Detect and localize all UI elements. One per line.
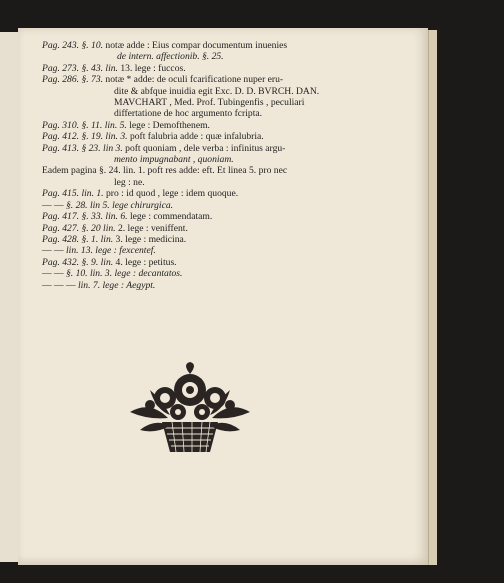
errata-line: leg : ne. <box>114 176 145 188</box>
errata-line: Pag. 273. §. 43. lin. 13. lege : fuccos. <box>42 62 186 74</box>
errata-line: Pag. 243. §. 10. notæ adde : Eius compar documentum inuenies <box>42 40 288 51</box>
errata-line: — — §. 28. lin 5. lege chirurgica. <box>42 199 174 211</box>
errata-line: Pag. 412. §. 19. lin. 3. poft falubria adde : quæ infalubria. <box>42 131 264 143</box>
errata-line: de intern. affectionib. §. 25. <box>117 51 224 63</box>
errata-line: Pag. 427. §. 20 lin. 2. lege : veniffent. <box>42 222 188 234</box>
errata-line: MAVCHART , Med. Prof. Tubingenfis , peculiari <box>114 97 305 109</box>
errata-line: — — §. 10. lin. 3. lege : decantatos. <box>42 268 183 280</box>
errata-line: Pag. 417. §. 33. lin. 6. lege : commendatam. <box>42 211 213 223</box>
errata-line: — — — lin. 7. lege : Aegypt. <box>42 279 156 291</box>
errata-line: differtatione de hoc argumento fcripta. <box>114 108 263 120</box>
flower-basket-ornament-icon <box>120 360 260 460</box>
errata-line: Pag. 413. § 23. lin 3. poft quoniam , dele verba : infinitus argu- <box>42 142 286 154</box>
errata-line: — — lin. 13. lege : fexcentef. <box>42 245 156 257</box>
errata-line: Pag. 415. lin. 1. pro : id quod , lege : idem quoque. <box>42 188 239 200</box>
errata-line: Pag. 310. §. 11. lin. 5. lege : Demofthenem. <box>42 119 210 131</box>
errata-line: Eadem pagina §. 24. lin. 1. poft res adde: eft. Et linea 5. pro nec <box>42 165 288 177</box>
errata-line: Pag. 428. §. 1. lin. 3. lege : medicina. <box>42 233 187 245</box>
errata-line: mento impugnabant , quoniam. <box>114 154 234 166</box>
page-stack-edge <box>428 30 437 565</box>
errata-line: dite & abfque inuidia egit Exc. D. D. BVRCH. DAN. <box>114 85 320 97</box>
errata-line: Pag. 432. §. 9. lin. 4. lege : petitus. <box>42 256 177 268</box>
errata-line: Pag. 286. §. 73. notæ * adde: de oculi fcarificatione nuper eru- <box>42 74 284 86</box>
errata-list <box>42 40 362 291</box>
left-page-edge <box>0 32 19 562</box>
